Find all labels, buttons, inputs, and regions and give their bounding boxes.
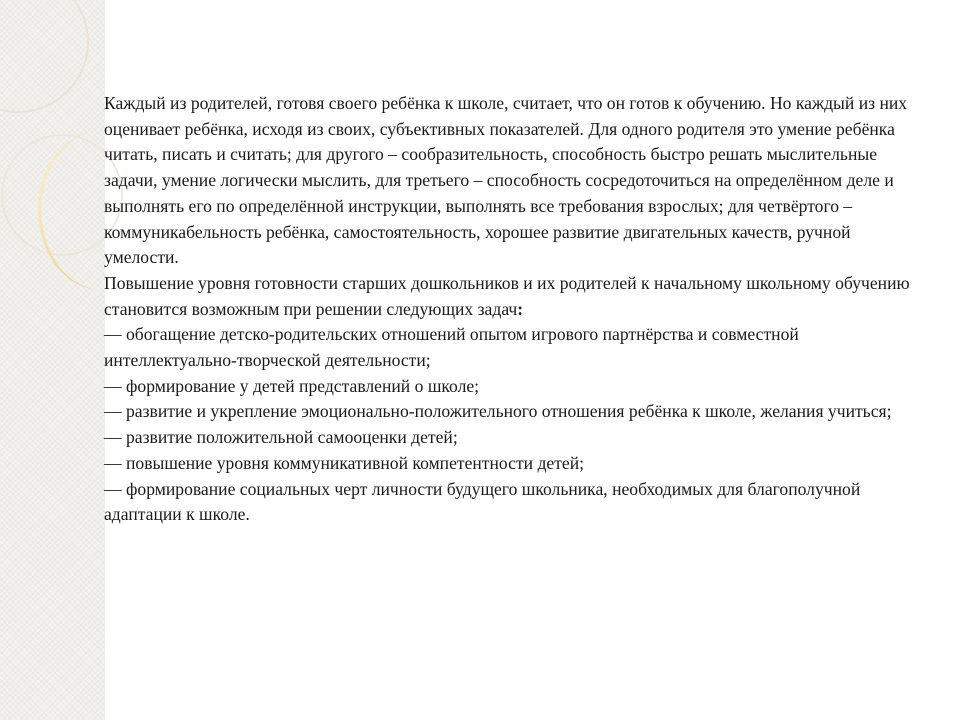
tasks-intro-text: Повышение уровня готовности старших дошкольников и их родителей к начальному школьному обучению становится возможным при решении следующих задач [104, 272, 910, 319]
text-block [104, 91, 910, 528]
intro-paragraph: Каждый из родителей, готовя своего ребёнка к школе, считает, что он готов к обучению. Но каждый из них оценивает ребёнка, исходя из своих, субъективных показателей. Для одного родителя это умение ребёнка читать, писать и считать; для другого – сообразительность, способность быстро решать мыслительные задачи, умение логически мыслить, для третьего – способность сосредоточиться на определённом деле и выполнять его по определённой инструкции, выполнять все требования взрослых; для четвёртого – коммуникабельность ребёнка, самостоятельность, хорошее развитие двигательных качеств, ручной умелости. [104, 93, 908, 268]
task-item: — развитие и укрепление эмоционально-положительного отношения ребёнка к школе, желания учиться; [104, 401, 892, 422]
task-item: — повышение уровня коммуникативной компетентности детей; [104, 452, 585, 473]
tasks-intro-colon: : [517, 298, 524, 319]
tasks-intro-paragraph [104, 271, 910, 322]
task-item: — развитие положительной самооценки детей; [104, 427, 458, 448]
task-item: — обогащение детско-родительских отношений опытом игрового партнёрства и совместной интеллектуально-творческой деятельности; [104, 324, 799, 371]
thin-ring-top [0, 0, 88, 112]
task-item: — формирование социальных черт личности будущего школьника, необходимых для благополучной адаптации к школе. [104, 478, 861, 525]
task-item: — формирование у детей представлений о школе; [104, 375, 480, 396]
